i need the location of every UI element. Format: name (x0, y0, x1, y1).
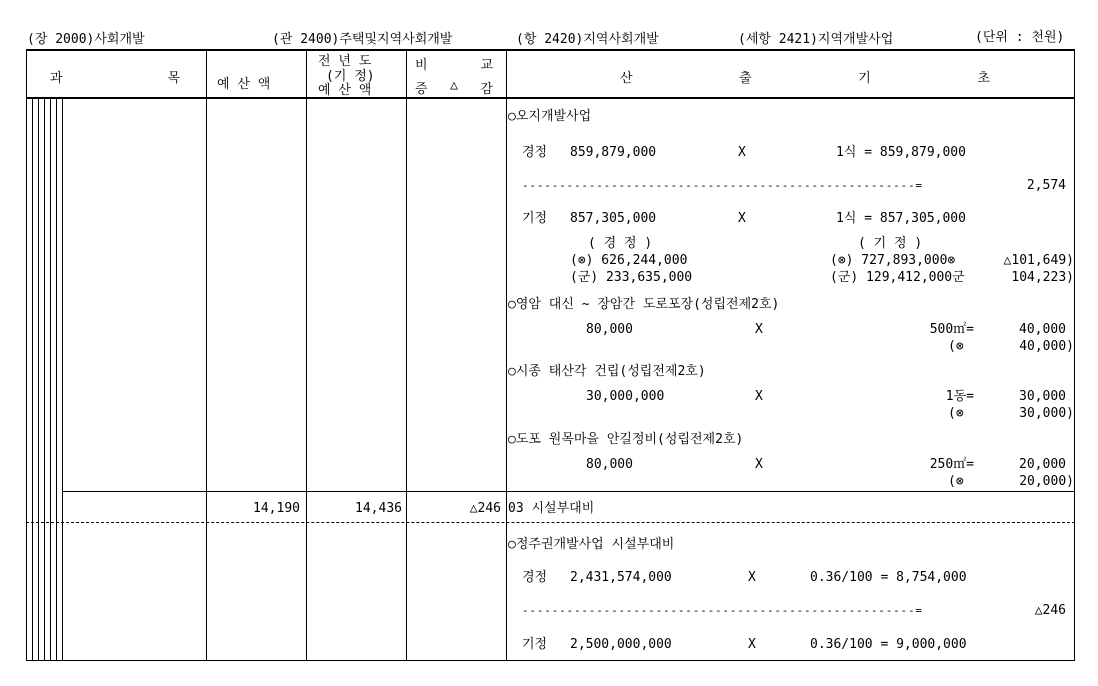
jang-label: (장 2000)사회개발 (27, 32, 145, 47)
header-jeonnyeon-top: 전 년 도 (318, 54, 372, 69)
sub-gyeongjeong-head: ( 경 정 ) (588, 236, 653, 251)
angil-subvalue: 20,000) (1019, 474, 1074, 489)
gyeongjeong-amount: 859,879,000 (570, 145, 657, 160)
table-top-border (26, 49, 1075, 51)
hang-label: (항 2420)지역사회개발 (516, 32, 659, 47)
doro-sub: (⊗ (948, 339, 964, 354)
item-title-taesangak: ○시종 태산각 건립(성립전제2호) (508, 364, 706, 379)
doro-amount: 80,000 (586, 322, 633, 337)
category-stripe (56, 98, 57, 661)
angil-qty: 250㎡= (929, 457, 974, 472)
gyeongjeong-label: 경정 (522, 570, 548, 585)
gyeongjeong-formula: 1식 = 859,879,000 (836, 145, 966, 160)
sub-diff-2: 104,223) (1011, 270, 1074, 285)
doro-subvalue: 40,000) (1019, 339, 1074, 354)
multiply-sign: X (748, 570, 756, 585)
sub-gijeong-row2: (군) 129,412,000군 (830, 270, 965, 285)
gwan-label: (관 2400)주택및지역사회개발 (272, 32, 453, 47)
diff-value: 2,574 (1026, 178, 1066, 193)
item-title-jeongju: ○정주권개발사업 시설부대비 (508, 537, 675, 552)
diff-value: △246 (1034, 603, 1066, 618)
category-stripe (50, 98, 51, 661)
gijeong-formula: 1식 = 857,305,000 (836, 211, 966, 226)
multiply-sign: X (748, 637, 756, 652)
header-jeonnyeon-mid: (기 정) (326, 69, 375, 84)
table-left-border (26, 49, 27, 661)
gijeong-formula: 0.36/100 = 9,000,000 (810, 637, 967, 652)
gijeong-amount: 857,305,000 (570, 211, 657, 226)
angil-amount: 80,000 (586, 457, 633, 472)
item-title-angil: ○도포 원목마을 안길정비(성립전제2호) (508, 432, 744, 447)
category-stripe (32, 98, 33, 661)
header-yesan: 예 산 액 (217, 77, 271, 92)
gyeongjeong-label: 경정 (522, 145, 548, 160)
gyeongjeong-formula: 0.36/100 = 8,754,000 (810, 570, 967, 585)
table-bottom-border (26, 660, 1075, 661)
col-sep-bigyo (406, 49, 407, 661)
taesangak-sub: (⊗ (948, 406, 964, 421)
sisul-bigyo: △246 (469, 501, 501, 516)
taesangak-value: 30,000 (1019, 389, 1066, 404)
col-sep-jeonnyeon (306, 49, 307, 661)
col-sep-sanchul (506, 49, 507, 661)
sub-gyeongjeong-row2: (군) 233,635,000 (570, 270, 693, 285)
doro-value: 40,000 (1019, 322, 1066, 337)
table-right-border (1074, 49, 1075, 661)
angil-sub: (⊗ (948, 474, 964, 489)
header-bigyo-top: 비 교 (415, 58, 493, 73)
category-stripe (44, 98, 45, 661)
multiply-sign: X (755, 389, 763, 404)
row-dashed-divider (26, 522, 1075, 523)
dash-line: -----------------------------------------------------= (522, 604, 923, 617)
angil-value: 20,000 (1019, 457, 1066, 472)
sub-gijeong-row1: (⊗) 727,893,000⊗ (830, 253, 956, 268)
gyeongjeong-amount: 2,431,574,000 (570, 570, 672, 585)
gijeong-label: 기정 (522, 211, 548, 226)
taesangak-subvalue: 30,000) (1019, 406, 1074, 421)
header-bottom-border (26, 97, 1075, 99)
gijeong-label: 기정 (522, 637, 548, 652)
col-sep-yesan (206, 49, 207, 661)
sisul-yesan: 14,190 (253, 501, 300, 516)
doro-qty: 500㎡= (929, 322, 974, 337)
sub-diff-1: △101,649) (1003, 253, 1074, 268)
multiply-sign: X (755, 457, 763, 472)
sub-gyeongjeong-row1: (⊗) 626,244,000 (570, 253, 688, 268)
category-stripe (38, 98, 39, 661)
multiply-sign: X (755, 322, 763, 337)
header-sanchul: 산 출 기 초 (620, 71, 990, 86)
item-title-doro: ○영암 대신 ~ 장암간 도로포장(성립전제2호) (508, 297, 780, 312)
sub-gijeong-head: ( 기 정 ) (858, 236, 923, 251)
multiply-sign: X (738, 145, 746, 160)
section-divider (62, 491, 1075, 492)
item-title-ojigaebal: ○오지개발사업 (508, 109, 592, 124)
header-gwamok: 과 목 (50, 71, 180, 86)
multiply-sign: X (738, 211, 746, 226)
unit-label: (단위 : 천원) (975, 30, 1065, 45)
sisul-jeonnyeon: 14,436 (355, 501, 402, 516)
header-bigyo-bot: 증 △ 감 (415, 78, 493, 97)
sisul-code: 03 시설부대비 (508, 501, 595, 516)
gijeong-amount: 2,500,000,000 (570, 637, 672, 652)
category-stripe (62, 98, 63, 661)
header-jeonnyeon-bot: 예 산 액 (318, 83, 372, 98)
sehang-label: (세항 2421)지역개발사업 (738, 32, 894, 47)
taesangak-amount: 30,000,000 (586, 389, 665, 404)
dash-line: -----------------------------------------------------= (522, 179, 923, 192)
taesangak-qty: 1동= (945, 389, 974, 404)
